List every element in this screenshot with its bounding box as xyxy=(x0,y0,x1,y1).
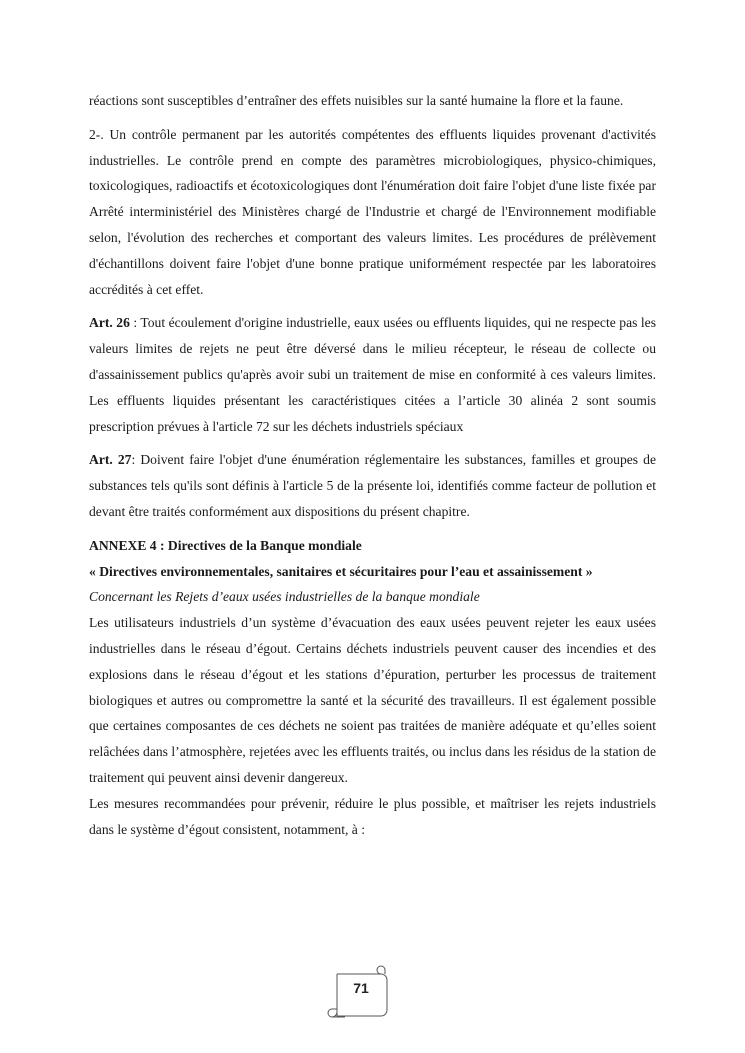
page-number-scroll xyxy=(325,960,397,1022)
paragraph-controle-permanent: 2-. Un contrôle permanent par les autorités compétentes des effluents liquides provenant d'activités industrielles. Le contrôle prend en compte des paramètres microbiologiques, physico-chimiques, toxicologiques, radioactifs et écotoxicologiques dont l'énumération doit faire l'objet d'une liste fixée par Arrêté interministériel des Ministères chargé de l'Industrie et chargé de l'Environnement modifiable selon, l'évolution des recherches et comportant des valeurs limites. Les procédures de prélèvement d'échantillons doivent faire l'objet d'une bonne pratique uniformément respectée par les laboratoires accrédités à cet effet. xyxy=(89,126,656,297)
annex-italic-line: Concernant les Rejets d’eaux usées industrielles de la banque mondiale xyxy=(89,589,480,605)
paragraph-reactions: réactions sont susceptibles d’entraîner des effets nuisibles sur la santé humaine la flore et la faune. xyxy=(89,93,624,108)
annex-subtitle: « Directives environnementales, sanitaires et sécuritaires pour l’eau et assainissement » xyxy=(89,563,593,579)
article-26-text: : Tout écoulement d'origine industrielle, eaux usées ou effluents liquides, qui ne respecte pas les valeurs limites de rejets ne peut être déversé dans le milieu récepteur, le réseau de collecte ou d'assainissement publics qu'après avoir subi un traitement de mise en conformité à ces valeurs limites. Les effluents liquides présentant les caractéristiques citées a l’article 30 alinéa 2 sont soumis prescription prévues à l'article 72 sur les déchets industriels spéciaux xyxy=(89,315,656,434)
article-27 xyxy=(89,447,656,524)
article-27-text: : Doivent faire l'objet d'une énumération réglementaire les substances, familles et groupes de substances tels qu'ils sont définis à l'article 5 de la présente loi, identifiés comme facteur de pollution et devant être traités conformément aux dispositions du présent chapitre. xyxy=(89,452,657,519)
annex-title: ANNEXE 4 : Directives de la Banque mondiale xyxy=(89,537,362,553)
annex-paragraph-1: Les utilisateurs industriels d’un système d’évacuation des eaux usées peuvent rejeter les eaux usées industrielles dans le réseau d’égout. Certains déchets industriels peuvent causer des incendies et des explosions dans le réseau d’égout et les stations d’épuration, perturber les processus de traitement biologiques et autres ou compromettre la santé et la sécurité des travailleurs. Il est également possible que certaines composantes de ces déchets ne soient pas traitées de manière adéquate et qu’elles soient relâchées dans l’atmosphère, rejetées avec les effluents traités, ou inclus dans les résidus de la station de traitement qui peuvent ainsi devenir dangereux. xyxy=(89,615,656,785)
article-26 xyxy=(89,310,656,439)
article-27-label: Art. 27 xyxy=(89,452,132,468)
annex-paragraph-2: Les mesures recommandées pour prévenir, réduire le plus possible, et maîtriser les rejets industriels dans le système d’égout consistent, notamment, à : xyxy=(89,795,656,837)
page-number: 71 xyxy=(353,980,369,996)
article-26-label: Art. 26 xyxy=(89,315,130,331)
page-content xyxy=(89,88,656,842)
